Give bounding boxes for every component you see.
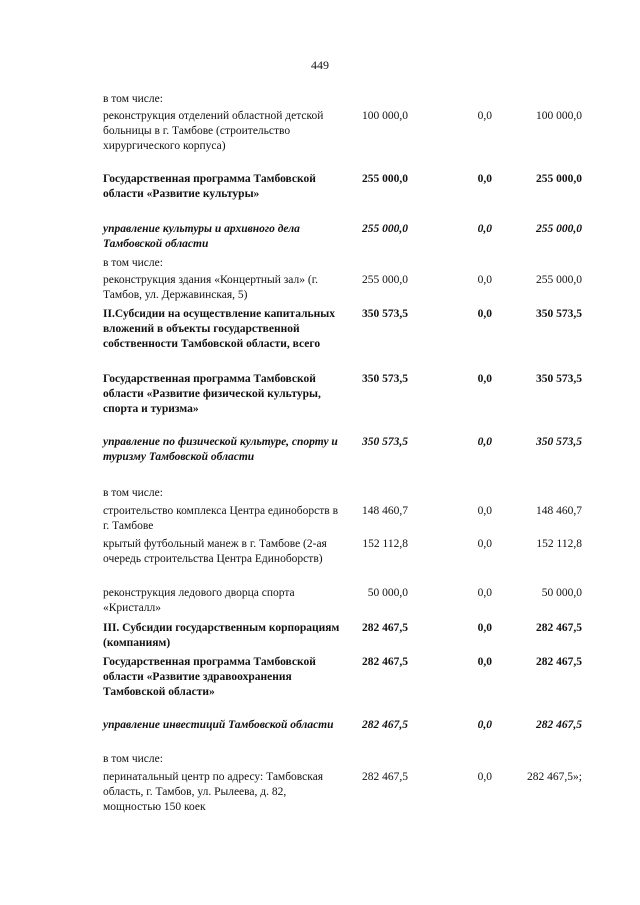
row-value-2: 0,0 <box>477 771 492 783</box>
row-value-2: 0,0 <box>477 223 492 235</box>
row-label: реконструкция ледового дворца спорта «Кристалл» <box>103 587 295 614</box>
row-value-3: 255 000,0 <box>536 223 582 235</box>
row-value-3: 255 000,0 <box>536 173 582 185</box>
page-number: 449 <box>311 58 329 72</box>
row-value-2: 0,0 <box>477 622 492 634</box>
row-value-1: 282 467,5 <box>362 656 408 668</box>
row-value-1: 255 000,0 <box>362 274 408 286</box>
row-label: в том числе: <box>103 257 163 269</box>
row-value-2: 0,0 <box>477 587 492 599</box>
row-value-3: 350 573,5 <box>536 308 582 320</box>
row-value-2: 0,0 <box>477 173 492 185</box>
row-value-3: 350 573,5 <box>536 436 582 448</box>
row-label: Государственная программа Тамбовской области «Развитие физической культуры, спорта и туризма» <box>103 373 321 415</box>
row-value-2: 0,0 <box>477 538 492 550</box>
row-value-3: 282 467,5»; <box>527 771 582 783</box>
row-value-3: 100 000,0 <box>536 110 582 122</box>
row-value-1: 100 000,0 <box>362 110 408 122</box>
row-label: III. Субсидии государственным корпорациям (компаниям) <box>103 622 340 649</box>
row-value-3: 282 467,5 <box>536 719 582 731</box>
row-value-2: 0,0 <box>477 436 492 448</box>
row-value-1: 50 000,0 <box>367 587 408 599</box>
row-value-3: 282 467,5 <box>536 656 582 668</box>
row-value-1: 152 112,8 <box>362 538 408 550</box>
row-value-2: 0,0 <box>477 656 492 668</box>
row-label: строительство комплекса Центра единоборств в г. Тамбове <box>103 505 339 532</box>
row-value-1: 282 467,5 <box>362 622 408 634</box>
row-value-1: 350 573,5 <box>362 308 408 320</box>
row-label: перинатальный центр по адресу: Тамбовская область, г. Тамбов, ул. Рылеева, д. 82, мощностью 150 коек <box>103 771 324 813</box>
row-label: в том числе: <box>103 753 163 765</box>
row-value-1: 282 467,5 <box>362 771 408 783</box>
row-value-1: 255 000,0 <box>362 223 408 235</box>
row-label: управление культуры и архивного дела Тамбовской области <box>103 223 300 250</box>
row-value-2: 0,0 <box>477 274 492 286</box>
row-value-3: 148 460,7 <box>536 505 582 517</box>
row-label: в том числе: <box>103 93 163 105</box>
row-value-3: 152 112,8 <box>536 538 582 550</box>
row-label: Государственная программа Тамбовской области «Развитие культуры» <box>103 173 316 200</box>
row-value-3: 282 467,5 <box>536 622 582 634</box>
row-value-1: 148 460,7 <box>362 505 408 517</box>
row-label: Государственная программа Тамбовской области «Развитие здравоохранения Тамбовской области» <box>103 656 316 698</box>
row-value-1: 350 573,5 <box>362 373 408 385</box>
row-value-3: 50 000,0 <box>541 587 582 599</box>
row-value-2: 0,0 <box>477 719 492 731</box>
row-label: реконструкция здания «Концертный зал» (г. Тамбов, ул. Державинская, 5) <box>103 274 318 301</box>
row-label: крытый футбольный манеж в г. Тамбове (2-ая очередь строительства Центра Единоборств) <box>103 538 327 565</box>
row-value-2: 0,0 <box>477 308 492 320</box>
row-label: реконструкция отделений областной детской больницы в г. Тамбове (строительство хирургического корпуса) <box>103 110 324 152</box>
row-label: в том числе: <box>103 487 163 499</box>
row-value-3: 255 000,0 <box>536 274 582 286</box>
row-label: II.Субсидии на осуществление капитальных вложений в объекты государственной собственности Тамбовской области, всего <box>103 308 335 350</box>
row-value-3: 350 573,5 <box>536 373 582 385</box>
row-value-1: 255 000,0 <box>362 173 408 185</box>
row-value-2: 0,0 <box>477 110 492 122</box>
row-value-1: 350 573,5 <box>362 436 408 448</box>
row-label: управление по физической культуре, спорту и туризму Тамбовской области <box>103 436 338 463</box>
row-value-1: 282 467,5 <box>362 719 408 731</box>
row-value-2: 0,0 <box>477 373 492 385</box>
row-label: управление инвестиций Тамбовской области <box>103 719 334 731</box>
row-value-2: 0,0 <box>477 505 492 517</box>
